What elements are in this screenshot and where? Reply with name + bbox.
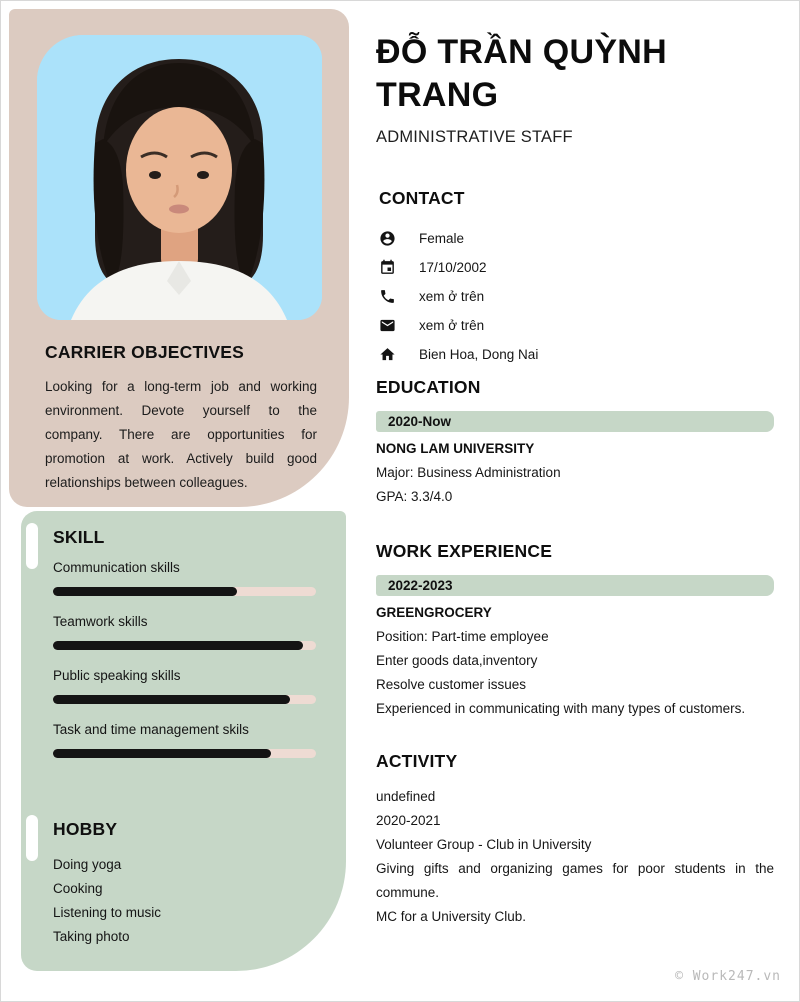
education-school: NONG LAM UNIVERSITY <box>376 441 535 456</box>
envelope-icon <box>379 317 396 334</box>
skill-bar-fill <box>53 749 271 758</box>
hobby-accent-pill <box>26 815 38 861</box>
contact-row-gender <box>376 224 774 253</box>
hobby-list <box>53 853 316 949</box>
activity-lines <box>376 785 774 929</box>
activity-line: Volunteer Group - Club in University <box>376 837 592 852</box>
contact-text: xem ở trên <box>419 318 485 333</box>
skill-bar-track <box>53 749 316 758</box>
contact-row-address <box>376 340 774 369</box>
work-line: Resolve customer issues <box>376 677 527 692</box>
skill-label: Teamwork skills <box>53 614 148 629</box>
contact-text: Female <box>419 231 465 246</box>
contact-text: xem ở trên <box>419 289 485 304</box>
work-experience-heading: WORK EXPERIENCE <box>376 541 553 561</box>
education-line: Major: Business Administration <box>376 465 561 480</box>
skill-bar-fill <box>53 587 237 596</box>
calendar-icon <box>379 259 396 276</box>
skill-item <box>53 559 316 596</box>
portrait-illustration <box>37 35 322 320</box>
contact-list <box>376 224 774 369</box>
skill-bar-fill <box>53 641 303 650</box>
work-line: Enter goods data,inventory <box>376 653 538 668</box>
skills-list <box>53 559 316 775</box>
contact-row-birthday <box>376 253 774 282</box>
hobby-item: Taking photo <box>53 929 130 944</box>
main-column <box>376 1 774 929</box>
profile-panel <box>9 9 349 507</box>
person-icon <box>379 230 396 247</box>
activity-line: undefined <box>376 789 436 804</box>
contact-row-email <box>376 311 774 340</box>
activity-line: 2020-2021 <box>376 813 441 828</box>
phone-icon <box>379 288 396 305</box>
contact-text: 17/10/2002 <box>419 260 487 275</box>
candidate-name: ĐỖ TRẦN QUỲNH TRANG <box>376 33 668 114</box>
work-line: Experienced in communicating with many types of customers. <box>376 701 746 716</box>
skill-item <box>53 667 316 704</box>
hobby-item: Cooking <box>53 881 103 896</box>
work-company: GREENGROCERY <box>376 605 492 620</box>
skill-bar-fill <box>53 695 290 704</box>
skills-panel <box>21 511 346 971</box>
skill-item <box>53 613 316 650</box>
home-icon <box>379 346 396 363</box>
skill-label: Public speaking skills <box>53 668 181 683</box>
job-title: ADMINISTRATIVE STAFF <box>376 128 573 146</box>
contact-heading: CONTACT <box>379 188 465 208</box>
watermark: © Work247.vn <box>675 969 781 984</box>
skill-label: Communication skills <box>53 560 180 575</box>
work-line: Position: Part-time employee <box>376 629 549 644</box>
education-period-bar: 2020-Now <box>376 411 774 432</box>
portrait-photo <box>37 35 322 320</box>
activity-heading: ACTIVITY <box>376 751 458 771</box>
objectives-text: Looking for a long-term job and working environment. Devote yourself to the company. There are opportunities for promotion at work. Actively build good relationships between colleagues. <box>45 379 317 490</box>
skill-item <box>53 721 316 758</box>
hobby-heading: HOBBY <box>53 819 118 839</box>
hobby-item: Listening to music <box>53 905 162 920</box>
education-line: GPA: 3.3/4.0 <box>376 489 453 504</box>
contact-text: Bien Hoa, Dong Nai <box>419 347 539 362</box>
skill-bar-track <box>53 695 316 704</box>
hobby-item: Doing yoga <box>53 857 122 872</box>
objectives-heading: CARRIER OBJECTIVES <box>45 342 245 362</box>
education-heading: EDUCATION <box>376 377 481 397</box>
skill-label: Task and time management skils <box>53 722 249 737</box>
skill-bar-track <box>53 641 316 650</box>
contact-row-phone <box>376 282 774 311</box>
skills-heading: SKILL <box>53 527 105 547</box>
skill-bar-track <box>53 587 316 596</box>
skill-accent-pill <box>26 523 38 569</box>
activity-line: Giving gifts and organizing games for poor students in the commune. <box>376 861 774 900</box>
activity-line: MC for a University Club. <box>376 909 527 924</box>
work-period-bar: 2022-2023 <box>376 575 774 596</box>
